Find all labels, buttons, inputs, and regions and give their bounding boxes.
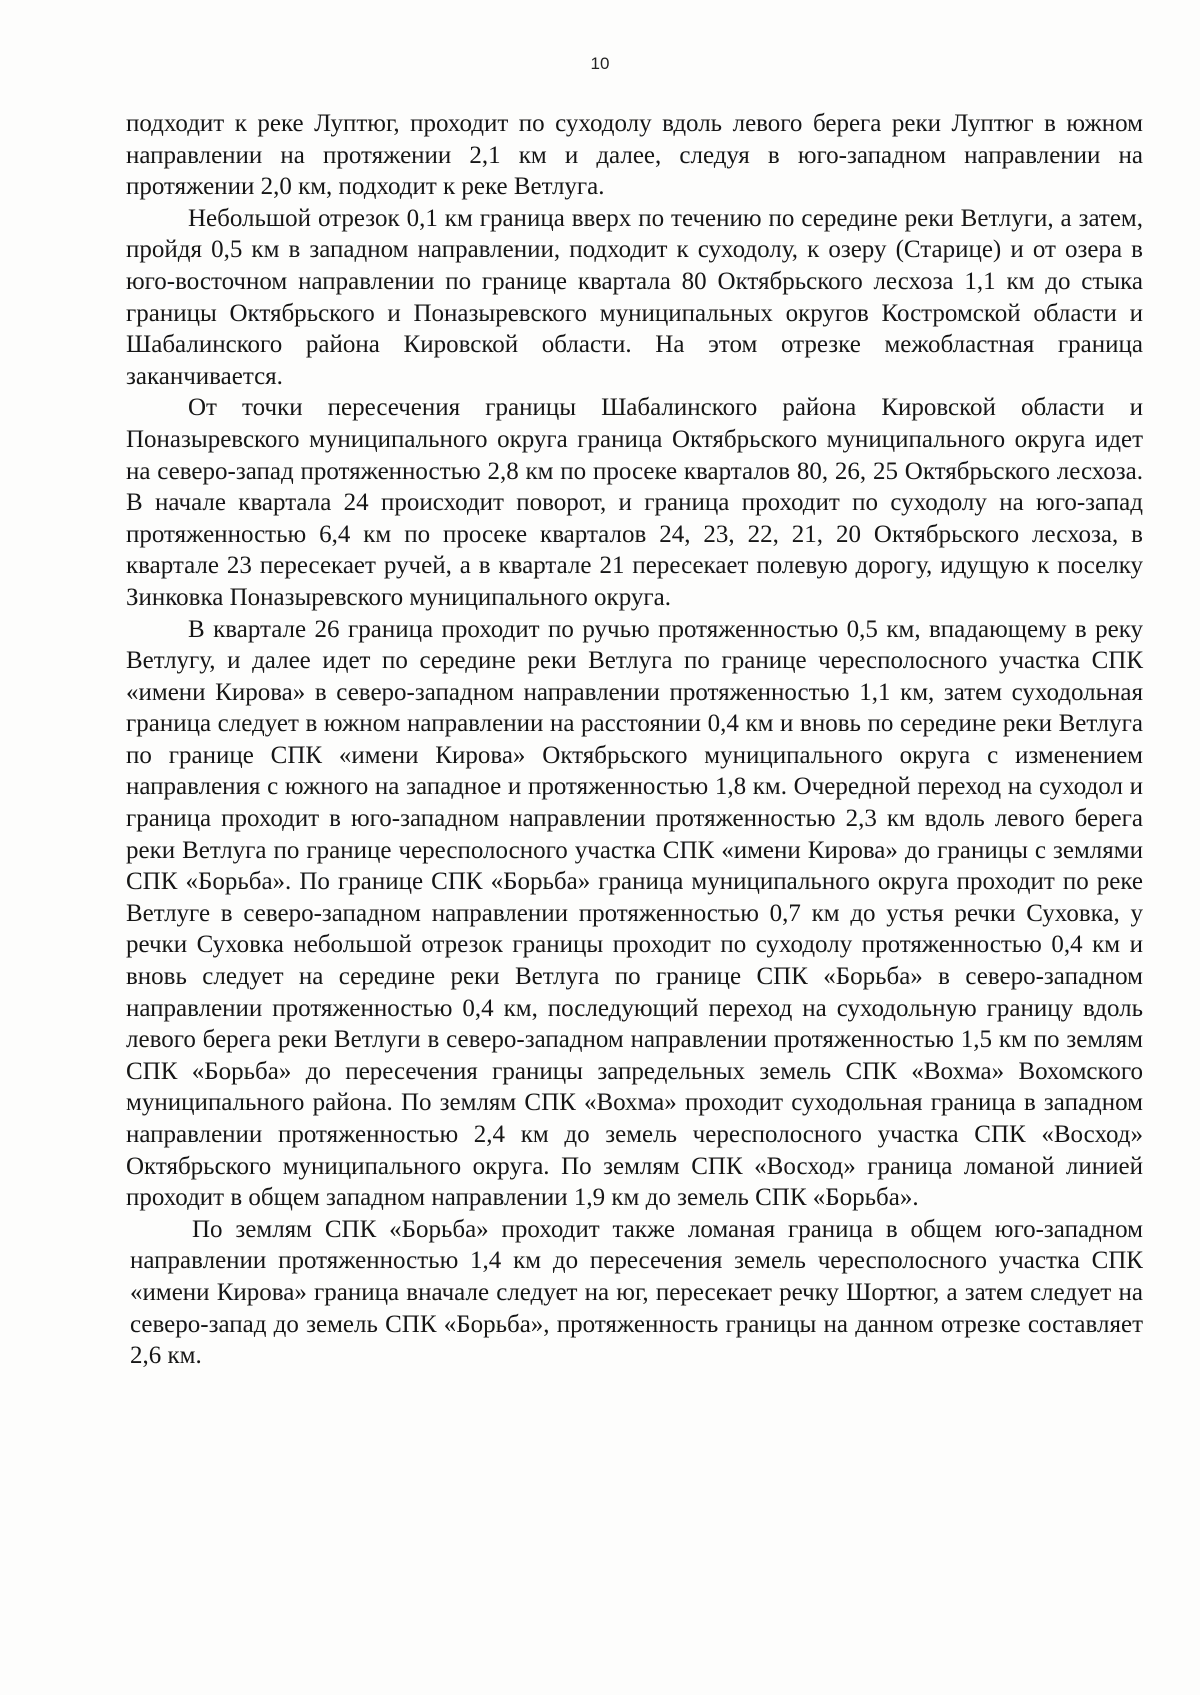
paragraph-continuation: подходит к реке Луптюг, проходит по суходолу вдоль левого берега реки Луптюг в южном направлении на протяжении 2,1 км и далее, следуя в юго-западном направлении на протяжении 2,0 км, подходит к реке Ветлуга.	[126, 110, 1143, 201]
paragraph-borba-lands: По землям СПК «Борьба» проходит также ломаная граница в общем юго-западном направлении протяженностью 1,4 км до пересечения земель чересполосного участка СПК «имени Кирова» граница вначале следует на юг, пересекает речку Шортюг, а затем следует на северо-запад до земель СПК «Борьба», протяженность границы на данном отрезке составляет 2,6 км.	[130, 1215, 1143, 1370]
paragraph-kvartal-26: В квартале 26 граница проходит по ручью протяженностью 0,5 км, впадающему в реку Ветлугу, и далее идет по середине реки Ветлуга по границе чересполосного участка СПК «имени Кирова» в северо-западном направлении протяженностью 1,1 км, затем суходольная граница следует в южном направлении на расстоянии 0,4 км и вновь по середине реки Ветлуга по границе СПК «имени Кирова» Октябрьского муниципального округа с изменением направления с южного на западное и протяженностью 1,8 км. Очередной переход на суходол и граница проходит в юго-западном направлении протяженностью 2,3 км вдоль левого берега реки Ветлуга по границе чересполосного участка СПК «имени Кирова» до границы с землями СПК «Борьба». По границе СПК «Борьба» граница муниципального округа проходит по реке Ветлуге в северо-западном направлении протяженностью 0,7 км до устья речки Суховка, у речки Суховка небольшой отрезок границы проходит по суходолу протяженностью 0,4 км и вновь следует на середине реки Ветлуга по границе СПК «Борьба» в северо-западном направлении протяженностью 0,4 км, последующий переход на суходольную границу вдоль левого берега реки Ветлуги в северо-западном направлении протяженностью 1,5 км по землям СПК «Борьба» до пересечения границы запредельных земель СПК «Вохма» Вохомского муниципального района. По землям СПК «Вохма» проходит суходольная граница в западном направлении протяженностью 2,4 км до земель чересполосного участка СПК «Восход» Октябрьского муниципального округа. По землям СПК «Восход» граница ломаной линией проходит в общем западном направлении 1,9 км до земель СПК «Борьба».	[126, 615, 1143, 1212]
paragraph-vetluga-segment: Небольшой отрезок 0,1 км граница вверх по течению по середине реки Ветлуги, а затем, пройдя 0,5 км в западном направлении, подходит к суходолу, к озеру (Старице) и от озера в юго-восточном направлении по границе квартала 80 Октябрьского лесхоза 1,1 км до стыка границы Октябрьского и Поназыревского муниципальных округов Костромской области и Шабалинского района Кировской области. На этом отрезке межобластная граница заканчивается.	[126, 204, 1143, 390]
document-body	[126, 108, 1143, 1372]
page-number: 10	[590, 54, 610, 73]
paragraph-shabalinsky-border: От точки пересечения границы Шабалинского района Кировской области и Поназыревского муниципального округа граница Октябрьского муниципального округа идет на северо-запад протяженностью 2,8 км по просеке кварталов 80, 26, 25 Октябрьского лесхоза. В начале квартала 24 происходит поворот, и граница проходит по суходолу на юго-запад протяженностью 6,4 км по просеке кварталов 24, 23, 22, 21, 20 Октябрьского лесхоза, в квартале 23 пересекает ручей, а в квартале 21 пересекает полевую дорогу, идущую к поселку Зинковка Поназыревского муниципального округа.	[126, 394, 1143, 611]
